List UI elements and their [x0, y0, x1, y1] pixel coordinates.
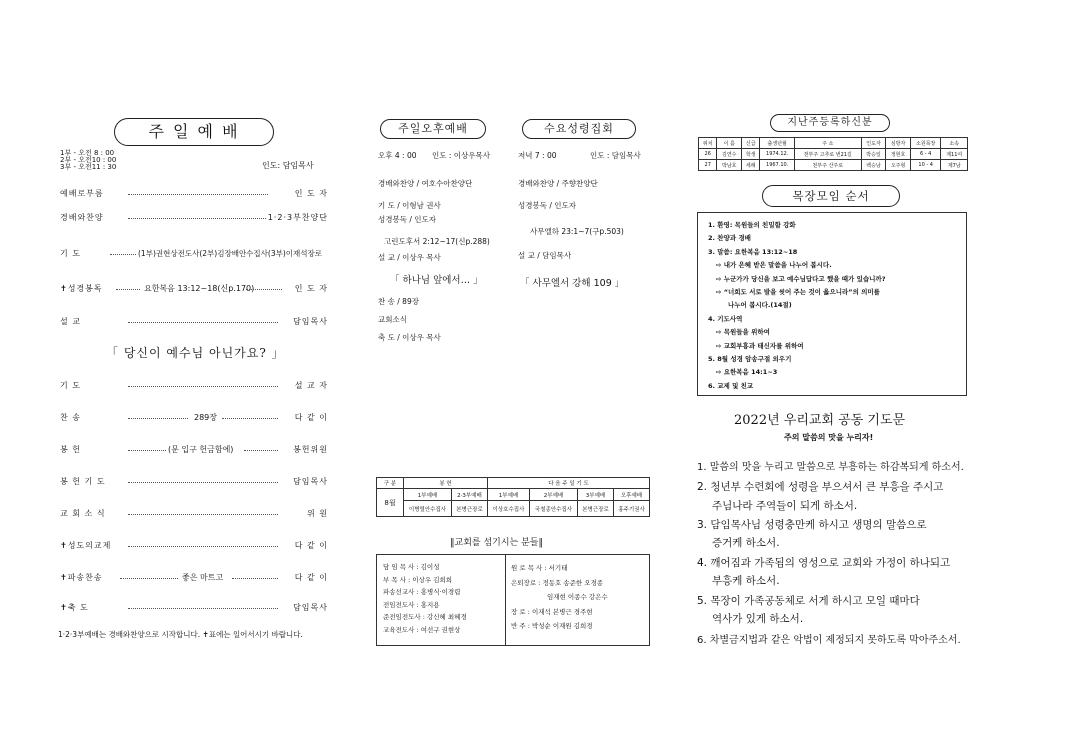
cell-meeting-box: 1. 환영: 목원들의 친밀함 강화 2. 찬양과 경배 3. 말씀: 요한복음 13:12~18 ⇨ 내가 은혜 받은 말씀을 나누어 봅시다. ⇨ 누군가가 당신을 보고 예수님답다고 했을 때가 있습니까? ⇨ “너희도 서로 발을 씻어 주는 것이 옳으니라”의 의미를 나누어 봅시다.(14절) 4. 기도사역 ⇨ 목원들을 위하여 ⇨ 교회부흥과 태신자를 위하여 5. 8월 성경 암송구절 외우기 ⇨ 요한복음 14:1~3 6. 교제 및 친교 — [697, 212, 967, 396]
order-row: 설 교 담임목사 — [60, 317, 328, 326]
prayer-line: 3. 담임목사님 성령충만케 하시고 생명의 말씀으로 — [697, 519, 927, 531]
offering-table: 구 분 봉 헌 다 음 주 일 기 도 8월 1부예배 2·3부예배 1부예배 2부예배 3부예배 오후예배 이병렬안수집사 본병근장로 이상호수집사 국철종안수집사 본병근장로 홍주기권사 — [376, 477, 650, 517]
staff-line: 교육전도사 : 여선구 권현상 — [383, 625, 461, 634]
order-row: 경배와찬양 1·2·3부찬양단 — [60, 213, 328, 222]
staff-line: 파송선교사 : 홍병식·이경렵 — [383, 588, 461, 596]
order-row: ✝성경봉독 요한복음 13:12~18(신p.170) 인 도 자 — [60, 284, 328, 293]
staff-line: 반 주 : 박성순 이재원 김희경 — [511, 622, 593, 630]
prayer-line: 6. 차별금지법과 같은 악법이 제정되지 못하도록 막아주소서. — [697, 635, 961, 646]
staff-line: 장 로 : 이재석 본병근 경주현 — [511, 607, 593, 616]
staff-line: 원 로 목 사 : 서기태 — [511, 564, 568, 572]
staff-line: 부 목 사 : 이상우 김희희 — [383, 575, 453, 584]
order-row: ✝축 도 담임목사 — [60, 603, 328, 612]
worship-note: 1·2·3부예배는 경배와찬양으로 시작합니다. ✝표에는 일어서시기 바랍니다. — [58, 630, 303, 639]
prayer-subtitle: 주의 말씀의 맛을 누리자! — [784, 433, 874, 442]
staff-line: 담 임 목 사 : 김이성 — [383, 563, 440, 571]
prayer-line: 역사가 있게 하소서. — [712, 613, 804, 625]
wednesday-title: 수요성령집회 — [522, 119, 636, 139]
sermon-title: 「 당신이 예수님 아닌가요? 」 — [106, 346, 285, 360]
wednesday-leader: 인도 : 담임목사 — [590, 151, 641, 160]
table-row: 27 박남호 세례 1967.10. 천부주 산주로 백승남 오주형 10 - 4 제7남 — [699, 160, 968, 171]
afternoon-line: 교회소식 — [378, 315, 407, 324]
order-row: 봉 헌 기 도 담임목사 — [60, 477, 328, 486]
order-row: 기 도 (1부)권현상전도사(2부)김장배안수집사(3부)이재석장로 — [60, 249, 323, 258]
wednesday-line: 사무엘하 23:1~7(구p.503) — [530, 227, 624, 236]
order-row: 찬 송 289장 다 같 이 — [60, 413, 328, 422]
wednesday-line: 성경봉독 / 인도자 — [518, 201, 577, 210]
afternoon-title: 주일오후예배 — [380, 119, 486, 139]
order-row: 봉 헌 (문 입구 헌금함에) 봉헌위원 — [60, 445, 328, 454]
afternoon-line: 축 도 / 이상우 목사 — [378, 333, 441, 342]
afternoon-line: 찬 송 / 89장 — [378, 297, 419, 306]
worship-times: 1부 - 오전 8 : 00 2부 - 오전10 : 00 3부 - 오전11 : 30 — [60, 149, 117, 171]
newcomers-title: 지난주등록하신분 — [770, 114, 890, 132]
staff-title: ‖교회를 섬기시는 분들‖ — [450, 538, 543, 548]
prayer-line: 증거케 하소서. — [712, 537, 780, 549]
prayer-line: 부흥케 하소서. — [712, 575, 780, 587]
table-row: 26 김연수 학생 1974.12. 천부주 고추로 번21길 박승일 정현호 6 - 4 제11여 — [699, 149, 968, 160]
cell-meeting-title: 목장모임 순서 — [762, 185, 900, 207]
order-row: 예배로부름 인 도 자 — [60, 189, 328, 198]
afternoon-line: 고린도후서 2:12~17(신p.288) — [384, 237, 490, 246]
prayer-line: 1. 말씀의 맛을 누리고 말씀으로 부흥하는 하감복되게 하소서. — [697, 462, 964, 473]
order-row: 기 도 설 교 자 — [60, 381, 328, 390]
staff-line: 임재현 이종수 강은수 — [547, 593, 608, 601]
afternoon-line: 기 도 / 이형남 권사 — [378, 201, 441, 210]
wednesday-sermon: 「 사무엘서 강해 109 」 — [520, 278, 625, 289]
afternoon-line: 경배와찬양 / 여호수아찬양단 — [378, 179, 473, 188]
afternoon-line: 성경봉독 / 인도자 — [378, 215, 437, 224]
prayer-line: 5. 목장이 가족공동체로 서게 하시고 모일 때마다 — [697, 595, 920, 607]
afternoon-leader: 인도 : 이상우목사 — [432, 151, 491, 160]
worship-title: 주 일 예 배 — [114, 118, 274, 146]
order-row: 교 회 소 식 위 원 — [60, 509, 328, 518]
afternoon-line: 설 교 / 이상우 목사 — [378, 253, 441, 262]
prayer-title: 2022년 우리교회 공동 기도문 — [734, 413, 906, 428]
staff-line: 준전임전도사 : 강신혜 최혜경 — [383, 613, 467, 621]
prayer-line: 4. 깨어짐과 가족됨의 영성으로 교회와 가정이 하나되고 — [697, 557, 951, 569]
newcomers-table: 위치 이 름 신급 출생년월 주 소 인도자 심방자 소원목장 소속 26 김연수 학생 1974.12. 천부주 고추로 번21길 박승일 정현호 6 - 4 제11여 27 박남호 세례 1967.10. 천부주 산주로 백승남 오주형 10 - 4 제7남 — [698, 137, 968, 171]
wednesday-time: 저녁 7 : 00 — [518, 151, 557, 160]
prayer-line: 2. 청년부 수련회에 성령을 부으셔서 큰 부흥을 주시고 — [697, 481, 944, 493]
order-row: ✝파송찬송 좋은 마트고 다 같 이 — [60, 573, 328, 582]
staff-line: 전임전도사 : 홍지용 — [383, 600, 440, 609]
wednesday-line: 경배와찬양 / 주향찬양단 — [518, 179, 598, 188]
afternoon-sermon: 「 하나님 앞에서… 」 — [390, 275, 483, 286]
order-row: ✝성도의교제 다 같 이 — [60, 541, 328, 550]
wednesday-line: 설 교 / 담임목사 — [518, 251, 572, 260]
staff-box — [376, 554, 650, 646]
prayer-line: 주님나라 주역들이 되게 하소서. — [712, 500, 858, 512]
worship-leader: 인도: 담임목사 — [262, 161, 314, 170]
afternoon-time: 오후 4 : 00 — [378, 151, 417, 160]
staff-line: 은퇴장로 : 정동호 송준한 오경종 — [511, 578, 604, 587]
